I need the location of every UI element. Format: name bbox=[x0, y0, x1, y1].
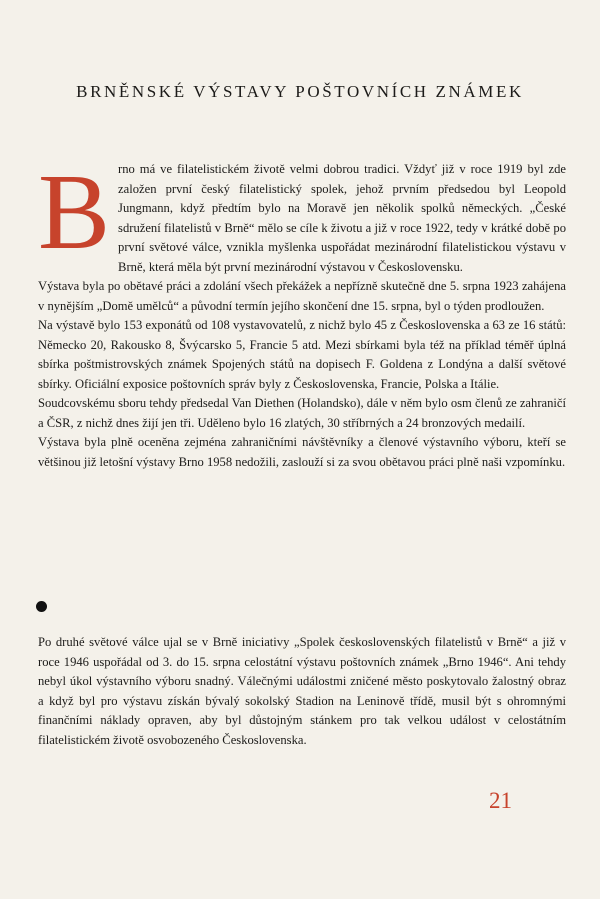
article-section-second bbox=[38, 633, 566, 750]
page-number: 21 bbox=[489, 788, 512, 813]
paragraph-2: Výstava byla po obětavé práci a zdolání všech překážek a nepřízně skutečně dne 5. srpna 1923 zahájena v nynějším „Domě umělců“ a původní termín jejího skončení dne 15. srpna, byl o týden prodloužen. bbox=[38, 279, 566, 313]
paragraph-1: rno má ve filatelistickém životě velmi dobrou tradici. Vždyť již v roce 1919 byl zde založen první český filatelistický spolek, jehož prvním předsedou byl Leopold Jungmann, když předtím bylo na Moravě jen několik spolků německých. „České sdružení filatelistů v Brně“ mělo se cíle k životu a již v roce 1922, tedy v krátké době po první světové válce, vznikla myšlenka uspořádat mezinárodní filatelistickou výstavu v Brně, která měla být první mezinárodní výstavou v Československu. bbox=[118, 162, 566, 274]
paragraph-6: Po druhé světové válce ujal se v Brně iniciativy „Spolek československých filatelistů v Brně“ a již v roce 1946 uspořádal od 3. do 15. srpna celostátní výstavu poštovních známek „Brno 1946“. Ani tehdy nebyl úkol výstavního výboru snadný. Válečnými událostmi zničené město poskytovalo žalostný obraz a když byl pro výstavu získán bývalý sokolský Stadion na Leninově třídě, musil být s ohromnými finančními náklady opraven, aby byl důstojným stánkem pro tak velkou událost v celostátním filatelistickém životě osvobozeného Československa. bbox=[38, 635, 566, 747]
paragraph-5: Výstava byla plně oceněna zejména zahraničními návštěvníky a členové výstavního výboru, kteří se většinou již letošní výstavy Brno 1958 nedožili, zaslouží si za svou obětavou práci plně naši vzpomínku. bbox=[38, 435, 566, 469]
paragraph-3: Na výstavě bylo 153 exponátů od 108 vystavovatelů, z nichž bylo 45 z Československa a 63 ze 16 států: Německo 20, Rakousko 8, Švýcarsko 5, Francie 5 atd. Mezi sbírkami byla též na příklad téměř úplná sbírka poštmistrovských známek Spojených států na dopisech F. Goldena z Londýna a další světové sbírky. Oficiální exposice poštovních správ byly z Československa, Francie, Polska a Itálie. bbox=[38, 318, 566, 391]
page-title: BRNĚNSKÉ VÝSTAVY POŠTOVNÍCH ZNÁMEK bbox=[76, 82, 524, 101]
drop-cap: B bbox=[38, 153, 111, 272]
paragraph-4: Soudcovskému sboru tehdy předsedal Van Diethen (Holandsko), dále v něm bylo osm členů ze zahraničí a ČSR, z nichž dnes žijí jen tři. Uděleno bylo 16 zlatých, 30 stříbrných a 24 bronzových medailí. bbox=[38, 396, 566, 430]
article-section-first bbox=[38, 153, 566, 472]
section-bullet-icon bbox=[36, 601, 47, 612]
